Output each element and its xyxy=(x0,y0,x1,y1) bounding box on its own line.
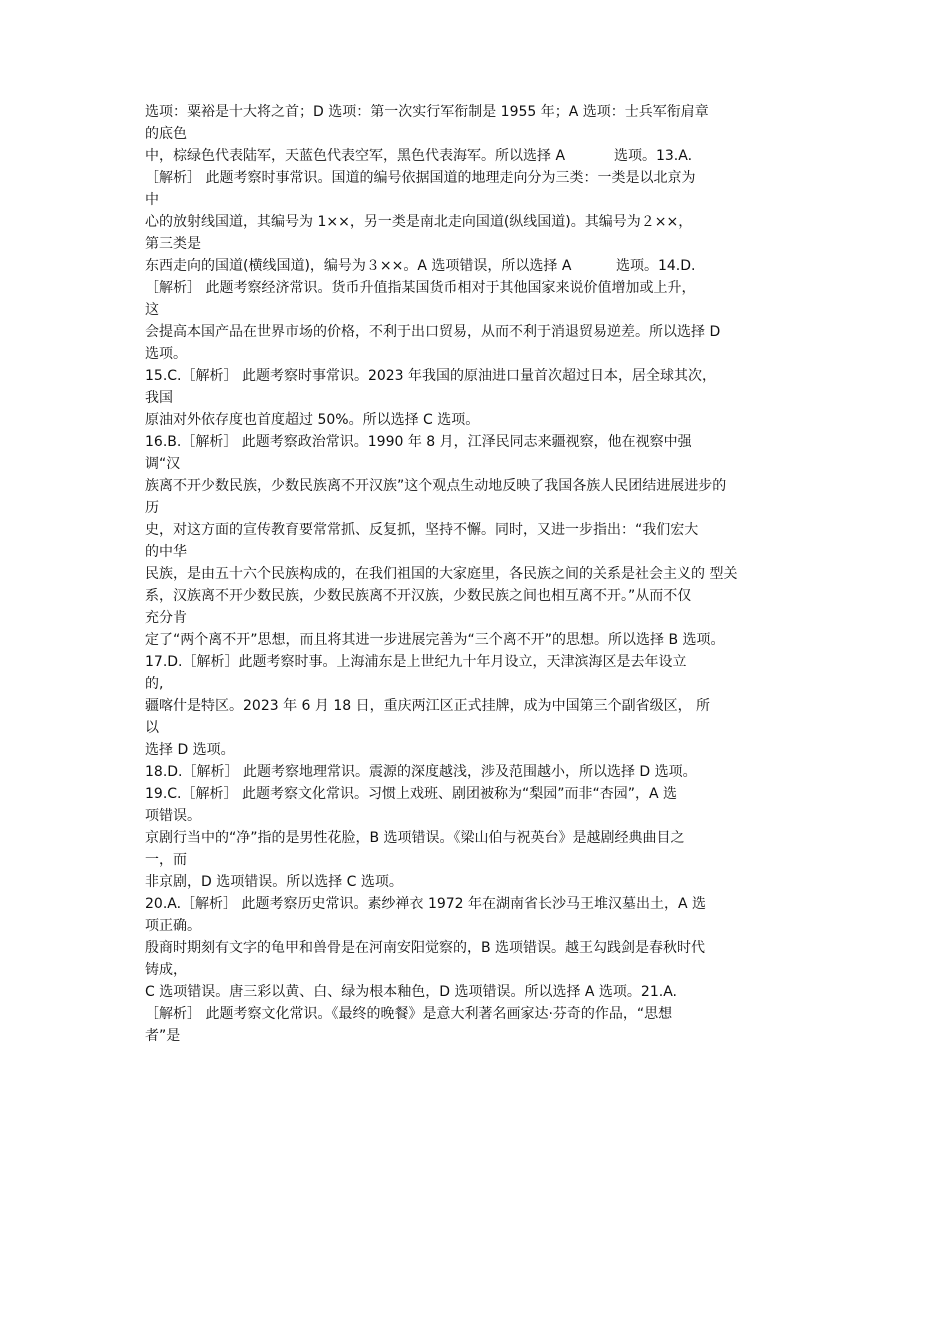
text-line: 原油对外依存度也首度超过 50%。所以选择 C 选项。 xyxy=(145,412,480,428)
text-line: 选项：粟裕是十大将之首；D 选项：第一次实行军衔制是 1955 年；A 选项：士兵军衔肩章 xyxy=(145,104,709,120)
text-line: 铸成， xyxy=(145,962,187,978)
text-line: 18.D.［解析］ 此题考察地理常识。震源的深度越浅，涉及范围越小，所以选择 D 选项。 xyxy=(145,764,697,780)
text-line: 充分肯 xyxy=(145,610,187,626)
text-line: ［解析］ 此题考察文化常识。《最终的晚餐》是意大利著名画家达·芬奇的作品，“思想 xyxy=(145,1006,673,1022)
text-line: 历 xyxy=(145,500,159,516)
text-line: ［解析］ 此题考察时事常识。国道的编号依据国道的地理走向分为三类：一类是以北京为 xyxy=(145,170,696,186)
text-line: 第三类是 xyxy=(145,236,201,252)
text-line: 这 xyxy=(145,302,159,318)
text-line: 的底色 xyxy=(145,126,187,142)
text-line: 选项。 xyxy=(145,346,187,362)
text-line: 东西走向的国道(横线国道)，编号为３××。A 选项错误，所以选择 A 选项。14.D. xyxy=(145,258,696,274)
document-page xyxy=(145,101,810,1047)
text-line: 调“汉 xyxy=(145,456,181,472)
text-line: 以 xyxy=(145,720,159,736)
text-line: 15.C.［解析］ 此题考察时事常识。2023 年我国的原油进口量首次超过日本，居全球其次， xyxy=(145,368,717,384)
text-line: 疆喀什是特区。2023 年 6 月 18 日，重庆两江区正式挂牌，成为中国第三个副省级区， 所 xyxy=(145,698,711,714)
text-line: ［解析］ 此题考察经济常识。货币升值指某国货币相对于其他国家来说价值增加或上升， xyxy=(145,280,696,296)
text-line: 史，对这方面的宣传教育要常常抓、反复抓，坚持不懈。同时，又进一步指出：“我们宏大 xyxy=(145,522,699,538)
text-line: 非京剧，D 选项错误。所以选择 C 选项。 xyxy=(145,874,403,890)
text-line: 系，汉族离不开少数民族，少数民族离不开汉族，少数民族之间也相互离不开。”从而不仅 xyxy=(145,588,692,604)
text-line: 项错误。 xyxy=(145,808,201,824)
text-line: 定了“两个离不开”思想，而且将其进一步进展完善为“三个离不开”的思想。所以选择 B 选项。 xyxy=(145,632,725,648)
text-line: C 选项错误。唐三彩以黄、白、绿为根本釉色，D 选项错误。所以选择 A 选项。21.A. xyxy=(145,984,677,1000)
text-line: 中 xyxy=(145,192,159,208)
text-line: 17.D.［解析］此题考察时事。上海浦东是上世纪九十年月设立，天津滨海区是去年设立 xyxy=(145,654,687,670)
text-line: 京剧行当中的“净”指的是男性花脸，B 选项错误。《梁山伯与祝英台》是越剧经典曲目之 xyxy=(145,830,685,846)
text-line: 的中华 xyxy=(145,544,187,560)
text-line: 16.B.［解析］ 此题考察政治常识。1990 年 8 月，江泽民同志来疆视察，他在视察中强 xyxy=(145,434,692,450)
text-line: 民族，是由五十六个民族构成的，在我们祖国的大家庭里，各民族之间的关系是社会主义的 型关 xyxy=(145,566,738,582)
text-line: 我国 xyxy=(145,390,173,406)
text-line: 的, xyxy=(145,676,164,692)
text-line: 者”是 xyxy=(145,1028,181,1044)
text-line: 中，棕绿色代表陆军，天蓝色代表空军，黑色代表海军。所以选择 A 选项。13.A. xyxy=(145,148,693,164)
text-line: 一，而 xyxy=(145,852,187,868)
text-line: 心的放射线国道，其编号为 1××，另一类是南北走向国道(纵线国道)。其编号为２××， xyxy=(145,214,693,230)
text-line: 选择 D 选项。 xyxy=(145,742,235,758)
text-line: 族离不开少数民族，少数民族离不开汉族”这个观点生动地反映了我国各族人民团结进展进步的 xyxy=(145,478,727,494)
text-line: 19.C.［解析］ 此题考察文化常识。习惯上戏班、剧团被称为“梨园”而非“杏园”，A 选 xyxy=(145,786,677,802)
text-line: 项正确。 xyxy=(145,918,201,934)
text-line: 20.A.［解析］ 此题考察历史常识。素纱禅衣 1972 年在湖南省长沙马王堆汉墓出土，A 选 xyxy=(145,896,707,912)
text-line: 殷商时期刻有文字的龟甲和兽骨是在河南安阳觉察的，B 选项错误。越王勾践剑是春秋时代 xyxy=(145,940,706,956)
text-line: 会提高本国产品在世界市场的价格，不利于出口贸易，从而不利于消退贸易逆差。所以选择 D xyxy=(145,324,721,340)
